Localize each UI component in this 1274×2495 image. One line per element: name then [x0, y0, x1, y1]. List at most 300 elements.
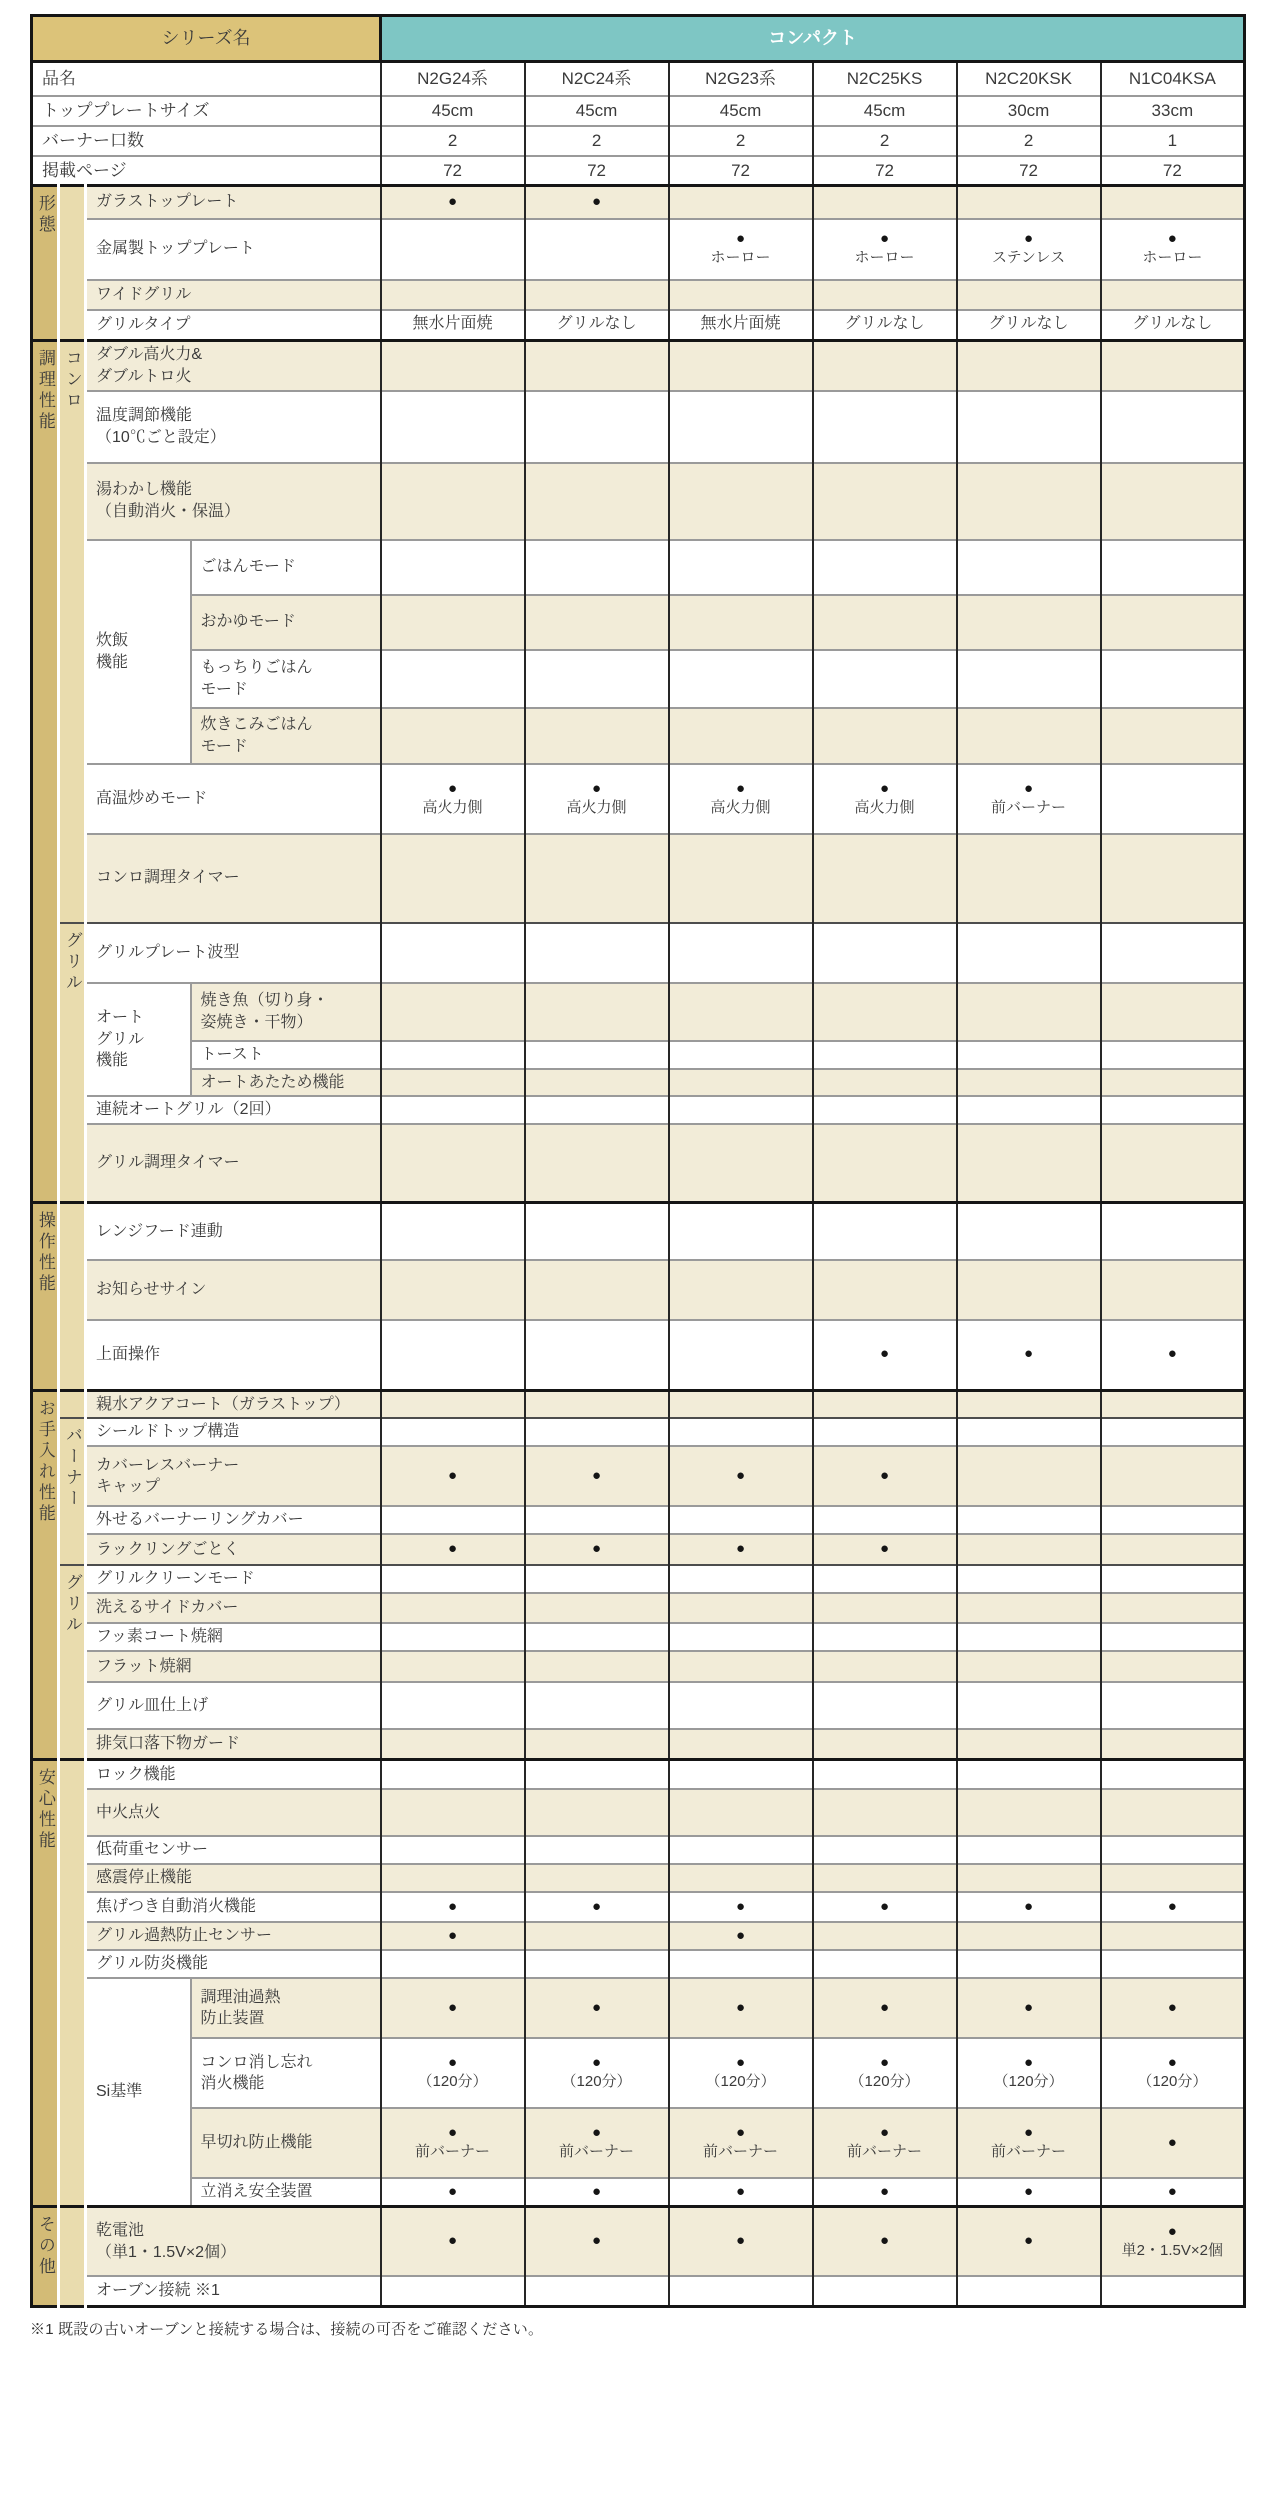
info-label: 掲載ページ: [32, 156, 381, 186]
spec-cell: ● ステンレス: [957, 219, 1101, 280]
spec-cell: [957, 1682, 1101, 1729]
feature-label: 早切れ防止機能: [191, 2108, 381, 2178]
spec-table: [30, 14, 1246, 2308]
spec-cell: ● 前バーナー: [525, 2108, 669, 2178]
table-row: [32, 650, 1245, 708]
spec-cell: ● ホーロー: [669, 219, 813, 280]
spec-cell: [381, 1534, 525, 1565]
dot-mark: ●: [1167, 2182, 1177, 2200]
spec-cell: [381, 1565, 525, 1593]
spec-cell: グリルなし: [525, 310, 669, 341]
dot-mark: ●: [592, 2182, 602, 2200]
section-label: [32, 341, 59, 1203]
spec-cell: [1101, 463, 1245, 540]
spec-cell: [813, 708, 957, 764]
spec-cell: [525, 1759, 669, 1789]
spec-cell: 45cm: [813, 96, 957, 126]
table-row: [32, 1651, 1245, 1682]
subsection-label-text: コンロ: [62, 349, 82, 412]
spec-cell: [669, 1096, 813, 1124]
spec-cell: [669, 1922, 813, 1950]
table-row: [32, 126, 1245, 156]
dot-mark: ●: [592, 192, 602, 210]
dot-mark: ●: [1167, 2222, 1177, 2240]
spec-cell: ● （120分）: [669, 2038, 813, 2108]
spec-cell: 2: [813, 126, 957, 156]
spec-cell: 30cm: [957, 96, 1101, 126]
table-row: [32, 2178, 1245, 2206]
spec-cell: [1101, 1864, 1245, 1892]
spec-cell: [525, 983, 669, 1041]
table-row: [32, 1260, 1245, 1320]
spec-cell: [669, 341, 813, 391]
feature-label: グリルプレート波型: [86, 923, 381, 983]
spec-table-body: [32, 16, 1245, 2307]
feature-label: 立消え安全装置: [191, 2178, 381, 2206]
table-row: [32, 1729, 1245, 1759]
spec-cell: [525, 650, 669, 708]
spec-cell: [669, 2206, 813, 2276]
table-row: [32, 540, 1245, 595]
spec-cell: [1101, 834, 1245, 923]
spec-cell: [381, 1593, 525, 1623]
spec-cell: [525, 219, 669, 280]
feature-label: コンロ消し忘れ 消火機能: [191, 2038, 381, 2108]
table-row: [32, 834, 1245, 923]
subsection-label: [59, 1390, 86, 1418]
dot-mark: ●: [1024, 2124, 1034, 2142]
spec-cell: [813, 1041, 957, 1069]
dot-mark: ●: [1024, 2182, 1034, 2200]
spec-cell: [381, 1260, 525, 1320]
footnote: ※1 既設の古いオーブンと接続する場合は、接続の可否をご確認ください。: [30, 2320, 544, 2338]
spec-cell: [957, 1759, 1101, 1789]
spec-cell: [1101, 595, 1245, 650]
spec-cell: [381, 595, 525, 650]
spec-cell: [813, 391, 957, 463]
spec-cell: 無水片面焼: [669, 310, 813, 341]
spec-cell: [525, 463, 669, 540]
spec-cell: [1101, 1418, 1245, 1446]
table-row: [32, 983, 1245, 1041]
feature-label: オートあたため機能: [191, 1069, 381, 1097]
section-label: [32, 1759, 59, 2206]
dot-mark: ●: [1024, 1897, 1034, 1915]
feature-label: ワイドグリル: [86, 280, 381, 310]
dot-mark: ●: [880, 1897, 890, 1915]
spec-cell: [525, 341, 669, 391]
spec-cell: [957, 595, 1101, 650]
spec-cell: [525, 1446, 669, 1506]
spec-cell: ● 前バーナー: [813, 2108, 957, 2178]
table-row: [32, 1623, 1245, 1651]
dot-mark: ●: [448, 1540, 458, 1558]
spec-cell: [669, 1506, 813, 1534]
feature-label: フラット焼網: [86, 1651, 381, 1682]
spec-cell: [1101, 1320, 1245, 1390]
spec-cell: [957, 923, 1101, 983]
spec-cell: グリルなし: [813, 310, 957, 341]
feature-label: フッ素コート焼網: [86, 1623, 381, 1651]
spec-cell: [813, 186, 957, 219]
spec-cell: [669, 540, 813, 595]
spec-cell: [525, 280, 669, 310]
spec-cell: [1101, 1922, 1245, 1950]
feature-label: 高温炒めモード: [86, 764, 381, 834]
spec-cell: [381, 1124, 525, 1202]
spec-cell: [813, 650, 957, 708]
spec-cell: [525, 1593, 669, 1623]
spec-cell: [813, 1922, 957, 1950]
spec-cell: [957, 1041, 1101, 1069]
spec-cell: [381, 983, 525, 1041]
table-row: [32, 1069, 1245, 1097]
table-row: [32, 1593, 1245, 1623]
spec-cell: [813, 1202, 957, 1260]
spec-cell: [669, 595, 813, 650]
spec-cell: [813, 1565, 957, 1593]
table-row: [32, 2038, 1245, 2108]
feature-label: ガラストップレート: [86, 186, 381, 219]
spec-cell: [525, 1836, 669, 1864]
spec-cell: [957, 650, 1101, 708]
spec-cell: [525, 1922, 669, 1950]
feature-label: シールドトップ構造: [86, 1418, 381, 1446]
spec-cell: [669, 1069, 813, 1097]
spec-cell: [1101, 1759, 1245, 1789]
table-row: [32, 2108, 1245, 2178]
spec-cell: [381, 186, 525, 219]
spec-cell: [813, 1320, 957, 1390]
feature-label: 温度調節機能 （10℃ごと設定）: [86, 391, 381, 463]
table-row: [32, 1978, 1245, 2038]
spec-cell: [1101, 1506, 1245, 1534]
dot-mark: ●: [1024, 1345, 1034, 1363]
spec-cell: [1101, 1390, 1245, 1418]
spec-cell: [813, 834, 957, 923]
spec-cell: [957, 834, 1101, 923]
table-row: [32, 96, 1245, 126]
feature-label: もっちりごはん モード: [191, 650, 381, 708]
spec-cell: [525, 595, 669, 650]
spec-cell: [381, 1892, 525, 1922]
dot-mark: ●: [1024, 779, 1034, 797]
spec-cell: [525, 1320, 669, 1390]
dot-mark: ●: [880, 2124, 890, 2142]
dot-mark: ●: [448, 779, 458, 797]
spec-cell: ● ホーロー: [813, 219, 957, 280]
spec-cell: グリルなし: [1101, 310, 1245, 341]
spec-cell: [525, 391, 669, 463]
table-row: [32, 219, 1245, 280]
spec-cell: [813, 1124, 957, 1202]
spec-cell: [1101, 708, 1245, 764]
feature-label: 湯わかし機能 （自動消火・保温）: [86, 463, 381, 540]
feature-label: グリル皿仕上げ: [86, 1682, 381, 1729]
spec-cell: 45cm: [525, 96, 669, 126]
dot-mark: ●: [592, 1466, 602, 1484]
dot-mark: ●: [1024, 1998, 1034, 2016]
spec-cell: [525, 1124, 669, 1202]
spec-cell: [669, 1789, 813, 1836]
feature-label: オーブン接続 ※1: [86, 2276, 381, 2306]
product-name-cell: N1C04KSA: [1101, 62, 1245, 96]
dot-mark: ●: [1024, 2232, 1034, 2250]
dot-mark: ●: [448, 2232, 458, 2250]
spec-cell: [669, 1682, 813, 1729]
table-row: [32, 2206, 1245, 2276]
table-row: [32, 1320, 1245, 1390]
dot-mark: ●: [880, 2054, 890, 2072]
section-label-text: 形態: [35, 194, 55, 236]
feature-label: 連続オートグリル（2回）: [86, 1096, 381, 1124]
spec-cell: ● （120分）: [1101, 2038, 1245, 2108]
spec-cell: [957, 1729, 1101, 1759]
subsection-label-text: グリル: [62, 1573, 82, 1637]
feature-label: おかゆモード: [191, 595, 381, 650]
spec-cell: [669, 1759, 813, 1789]
spec-cell: [1101, 186, 1245, 219]
spec-cell: [957, 1506, 1101, 1534]
table-row: [32, 1418, 1245, 1446]
spec-cell: [813, 1623, 957, 1651]
table-row: [32, 1682, 1245, 1729]
dot-mark: ●: [1167, 230, 1177, 248]
feature-label: 焦げつき自動消火機能: [86, 1892, 381, 1922]
spec-cell: [813, 540, 957, 595]
spec-cell: [525, 1418, 669, 1446]
spec-cell: [813, 2276, 957, 2306]
dot-mark: ●: [736, 1998, 746, 2016]
spec-cell: [1101, 1124, 1245, 1202]
spec-cell: [813, 1069, 957, 1097]
spec-cell: 72: [957, 156, 1101, 186]
spec-cell: [957, 540, 1101, 595]
spec-cell: [525, 834, 669, 923]
subsection-label: [59, 2206, 86, 2306]
spec-cell: [957, 1651, 1101, 1682]
table-row: [32, 62, 1245, 96]
spec-cell: [957, 1390, 1101, 1418]
spec-cell: 72: [381, 156, 525, 186]
spec-cell: ● （120分）: [813, 2038, 957, 2108]
spec-cell: [957, 1202, 1101, 1260]
section-label: [32, 2206, 59, 2306]
table-row: [32, 1124, 1245, 1202]
spec-cell: [1101, 1729, 1245, 1759]
spec-cell: [813, 1390, 957, 1418]
spec-cell: [669, 463, 813, 540]
spec-cell: [669, 1124, 813, 1202]
dot-mark: ●: [736, 2182, 746, 2200]
spec-cell: [669, 1041, 813, 1069]
spec-cell: [669, 280, 813, 310]
feature-label: ラックリングごとく: [86, 1534, 381, 1565]
spec-cell: [957, 341, 1101, 391]
dot-mark: ●: [592, 779, 602, 797]
spec-cell: [669, 1729, 813, 1759]
spec-cell: [381, 1729, 525, 1759]
subsection-label-text: バーナー: [62, 1426, 82, 1511]
spec-cell: [525, 1096, 669, 1124]
spec-cell: [381, 1446, 525, 1506]
spec-cell: [957, 1446, 1101, 1506]
dot-mark: ●: [1167, 1897, 1177, 1915]
spec-cell: [525, 1623, 669, 1651]
spec-cell: [813, 1506, 957, 1534]
spec-cell: [813, 463, 957, 540]
spec-cell: ● （120分）: [525, 2038, 669, 2108]
spec-cell: [525, 1651, 669, 1682]
spec-cell: [525, 1202, 669, 1260]
spec-cell: [813, 1446, 957, 1506]
spec-cell: [381, 1320, 525, 1390]
table-row: [32, 923, 1245, 983]
spec-cell: [669, 1978, 813, 2038]
table-row: [32, 1446, 1245, 1506]
spec-cell: [669, 650, 813, 708]
feature-label: 乾電池 （単1・1.5V×2個）: [86, 2206, 381, 2276]
spec-cell: [669, 923, 813, 983]
spec-cell: [957, 1789, 1101, 1836]
spec-cell: [381, 1390, 525, 1418]
spec-cell: 1: [1101, 126, 1245, 156]
dot-mark: ●: [1167, 1998, 1177, 2016]
spec-cell: 2: [669, 126, 813, 156]
feature-label: ロック機能: [86, 1759, 381, 1789]
spec-cell: [957, 186, 1101, 219]
spec-cell: [381, 923, 525, 983]
subsection-label: [59, 1759, 86, 2206]
feature-label: 金属製トッププレート: [86, 219, 381, 280]
dot-mark: ●: [448, 192, 458, 210]
feature-label: コンロ調理タイマー: [86, 834, 381, 923]
feature-label: グリル過熱防止センサー: [86, 1922, 381, 1950]
table-row: [32, 1565, 1245, 1593]
spec-cell: 2: [957, 126, 1101, 156]
spec-cell: [525, 1260, 669, 1320]
spec-cell: [1101, 1978, 1245, 2038]
table-row: [32, 310, 1245, 341]
table-row: [32, 463, 1245, 540]
feature-label: 上面操作: [86, 1320, 381, 1390]
table-row: [32, 1950, 1245, 1978]
spec-cell: [813, 280, 957, 310]
product-name-cell: N2C20KSK: [957, 62, 1101, 96]
spec-cell: [1101, 1069, 1245, 1097]
section-label: [32, 186, 59, 341]
spec-cell: [381, 540, 525, 595]
dot-mark: ●: [736, 230, 746, 248]
spec-cell: [957, 1864, 1101, 1892]
table-row: [32, 156, 1245, 186]
spec-cell: [957, 708, 1101, 764]
spec-cell: [957, 2178, 1101, 2206]
dot-mark: ●: [1167, 1345, 1177, 1363]
table-row: [32, 1096, 1245, 1124]
feature-group-label: Si基準: [86, 1978, 191, 2206]
subsection-label: [59, 1202, 86, 1390]
spec-cell: [813, 2178, 957, 2206]
spec-cell: [381, 463, 525, 540]
dot-mark: ●: [592, 2232, 602, 2250]
spec-cell: [669, 1892, 813, 1922]
spec-cell: [525, 1729, 669, 1759]
spec-cell: ● （120分）: [957, 2038, 1101, 2108]
spec-cell: ● 高火力側: [525, 764, 669, 834]
dot-mark: ●: [448, 1466, 458, 1484]
spec-cell: [813, 1593, 957, 1623]
dot-mark: ●: [880, 230, 890, 248]
feature-label: グリル調理タイマー: [86, 1124, 381, 1202]
spec-cell: [669, 1565, 813, 1593]
spec-cell: [1101, 2178, 1245, 2206]
dot-mark: ●: [1167, 2133, 1177, 2151]
feature-label: ごはんモード: [191, 540, 381, 595]
feature-label: 排気口落下物ガード: [86, 1729, 381, 1759]
feature-label: 調理油過熱 防止装置: [191, 1978, 381, 2038]
dot-mark: ●: [880, 1466, 890, 1484]
spec-cell: [1101, 391, 1245, 463]
dot-mark: ●: [592, 2124, 602, 2142]
spec-cell: [381, 2206, 525, 2276]
dot-mark: ●: [1024, 230, 1034, 248]
spec-cell: [1101, 1789, 1245, 1836]
spec-cell: [957, 1978, 1101, 2038]
dot-mark: ●: [592, 2054, 602, 2072]
dot-mark: ●: [736, 779, 746, 797]
dot-mark: ●: [592, 1540, 602, 1558]
spec-cell: [669, 1446, 813, 1506]
spec-cell: ● 前バーナー: [669, 2108, 813, 2178]
spec-cell: 45cm: [381, 96, 525, 126]
spec-cell: [1101, 650, 1245, 708]
spec-cell: [957, 1534, 1101, 1565]
spec-cell: [813, 1534, 957, 1565]
spec-cell: ● 前バーナー: [381, 2108, 525, 2178]
dot-mark: ●: [736, 2054, 746, 2072]
spec-cell: ● （120分）: [381, 2038, 525, 2108]
feature-group-label: オート グリル 機能: [86, 983, 191, 1097]
feature-label: 炊きこみごはん モード: [191, 708, 381, 764]
feature-label: グリル防炎機能: [86, 1950, 381, 1978]
spec-cell: [957, 1418, 1101, 1446]
spec-cell: [813, 1950, 957, 1978]
spec-cell: [1101, 1623, 1245, 1651]
spec-cell: [957, 1593, 1101, 1623]
spec-cell: [381, 1789, 525, 1836]
dot-mark: ●: [448, 1998, 458, 2016]
dot-mark: ●: [880, 1998, 890, 2016]
spec-cell: [669, 2178, 813, 2206]
spec-cell: 33cm: [1101, 96, 1245, 126]
spec-cell: [813, 1789, 957, 1836]
spec-cell: [957, 1623, 1101, 1651]
spec-cell: [813, 1418, 957, 1446]
section-label-text: 調理性能: [35, 349, 55, 433]
spec-cell: [669, 2276, 813, 2306]
feature-label: 低荷重センサー: [86, 1836, 381, 1864]
series-name-header: シリーズ名: [32, 16, 381, 62]
feature-label: トースト: [191, 1041, 381, 1069]
table-row: [32, 1759, 1245, 1789]
spec-cell: [1101, 1041, 1245, 1069]
feature-label: ダブル高火力& ダブルトロ火: [86, 341, 381, 391]
spec-cell: 2: [381, 126, 525, 156]
subsection-label: [59, 923, 86, 1203]
section-label: [32, 1202, 59, 1390]
spec-cell: [813, 1260, 957, 1320]
